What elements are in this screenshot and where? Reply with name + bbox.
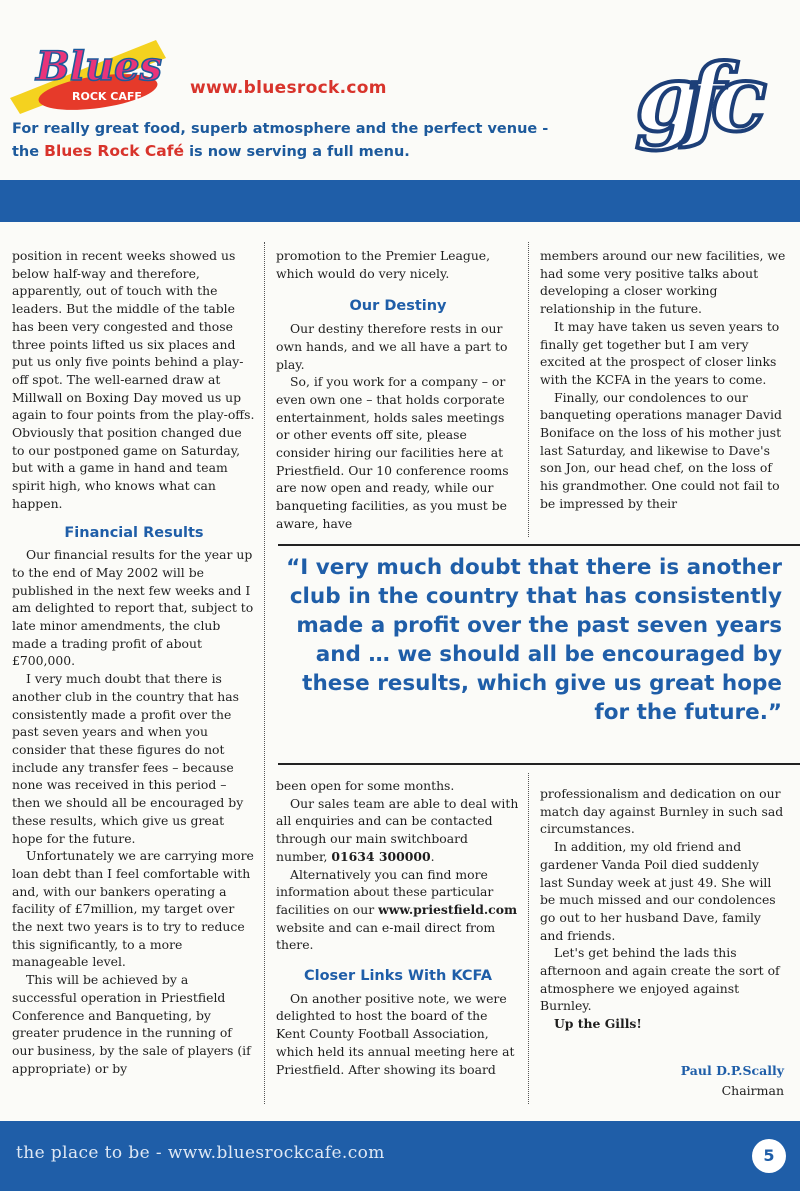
gfc-text: gfc — [635, 44, 753, 152]
column-2-bottom — [276, 777, 520, 1078]
tagline: For really great food, superb atmosphere and the perfect venue - the Blues Rock Café is now serving a full menu. — [12, 121, 549, 160]
brand-name: Blues Rock Café — [44, 142, 185, 160]
pull-quote-rule-bottom — [278, 763, 800, 765]
paragraph: Our sales team are able to deal with all enquiries and can be contacted through our main switchboard number, 01634 300000. — [276, 795, 519, 864]
paragraph: Alternatively you can find more information about these particular facilities on our www.priestfield.com website and can e-mail direct from there. — [276, 866, 518, 953]
paragraph: professionalism and dedication on our match day against Burnley in such sad circumstances. — [540, 786, 784, 837]
paragraph: On another positive note, we were delighted to host the board of the Kent County Football Association, which held its annual meeting here at Priestfield. After showing its board — [276, 990, 515, 1077]
phone-number: 01634 300000 — [331, 848, 431, 864]
column-divider — [264, 242, 265, 1104]
paragraph: position in recent weeks showed us below half-way and therefore, apparently, out of touch with the leaders. But the middle of the table has been very congested and those three points lifted us six places and put us only five points behind a play-off spot. The well-earned draw at Millwall on Boxing Day moved us up again to four points from the play-offs. Obviously that position changed due to our postponed game on Saturday, but with a game in hand and team spirit high, who knows what can happen. — [12, 248, 255, 511]
page-number: 5 — [752, 1139, 786, 1173]
column-divider — [528, 242, 529, 537]
pull-quote: “I very much doubt that there is another club in the country that has consistently made a profit over the past seven years and … we should all be encouraged by these results, which give us great hope for the future.” — [286, 555, 782, 725]
paragraph: members around our new facilities, we had some very positive talks about developing a closer working relationship in the future. — [540, 248, 786, 317]
paragraph: Our destiny therefore rests in our own hands, and we all have a part to play. — [276, 321, 508, 372]
paragraph: Let's get behind the lads this afternoon and again create the sort of atmosphere we enjoyed against Burnley. — [540, 945, 780, 1014]
paragraph: Unfortunately we are carrying more loan debt than I feel comfortable with and, with our bankers operating a facility of £7million, my target over the next two years is to try to reduce this significantly, to a more manageable level. — [12, 848, 254, 970]
pull-quote-rule-top — [278, 544, 800, 546]
column-3-bottom — [540, 785, 784, 1033]
paragraph: It may have taken us seven years to finally get together but I am very excited at the prospect of closer links with the KCFA in the years to come. — [540, 318, 780, 387]
paragraph: been open for some months. — [276, 778, 455, 793]
paragraph: Our financial results for the year up to the end of May 2002 will be published in the next few weeks and I am delighted to report that, subject to late minor amendments, the club made a trading profit of about £700,000. — [12, 547, 254, 669]
paragraph: I very much doubt that there is another club in the country that has consistently made a profit over the past seven years and when you consider that these figures do not include any transfer fees – because none was received in this period – then we should all be encouraged by these results, which give us great hope for the future. — [12, 671, 244, 846]
signature-name: Paul D.P.Scally — [680, 1063, 784, 1078]
paragraph: Up the Gills! — [554, 1016, 642, 1032]
logo-text: Blues — [36, 43, 163, 90]
paragraph: This will be achieved by a successful operation in Priestfield Conference and Banqueting, by greater prudence in the running of our business, by the sale of players (if appropriate) or by — [12, 972, 251, 1076]
heading-financial-results: Financial Results — [64, 524, 204, 541]
logo-subtext: ROCK CAFE — [72, 90, 142, 103]
column-divider — [528, 773, 529, 1104]
gfc-club-logo — [598, 44, 790, 154]
paragraph: In addition, my old friend and gardener Vanda Poil died suddenly last Sunday week at just 49. She will be much missed and our condolences go out to her husband Dave, family and friends. — [540, 839, 776, 943]
priestfield-website: www.priestfield.com — [378, 901, 518, 917]
column-1 — [12, 247, 256, 1077]
blues-rock-cafe-logo — [6, 36, 176, 116]
paragraph: So, if you work for a company – or even own one – that holds corporate entertainment, holds sales meetings or other events off site, please consider hiring our facilities here at Priestfield. Our 10 conference rooms are now open and ready, while our banqueting facilities, as you must be aware, have — [276, 374, 509, 531]
website-link[interactable]: www.bluesrock.com — [190, 78, 387, 98]
heading-closer-links: Closer Links With KCFA — [303, 968, 493, 985]
signature-title: Chairman — [721, 1083, 784, 1098]
paragraph: promotion to the Premier League, which would do very nicely. — [276, 248, 491, 281]
paragraph: Finally, our condolences to our banqueting operations manager David Boniface on the loss of his mother just last Saturday, and likewise to Dave's son Jon, our head chef, on the loss of his grandmother. One could not fail to be impressed by their — [540, 389, 782, 511]
column-2 — [276, 247, 520, 533]
heading-our-destiny: Our Destiny — [349, 298, 447, 315]
footer-text: the place to be - www.bluesrockcafe.com — [16, 1143, 385, 1163]
header-band — [0, 180, 800, 222]
column-3 — [540, 247, 788, 513]
